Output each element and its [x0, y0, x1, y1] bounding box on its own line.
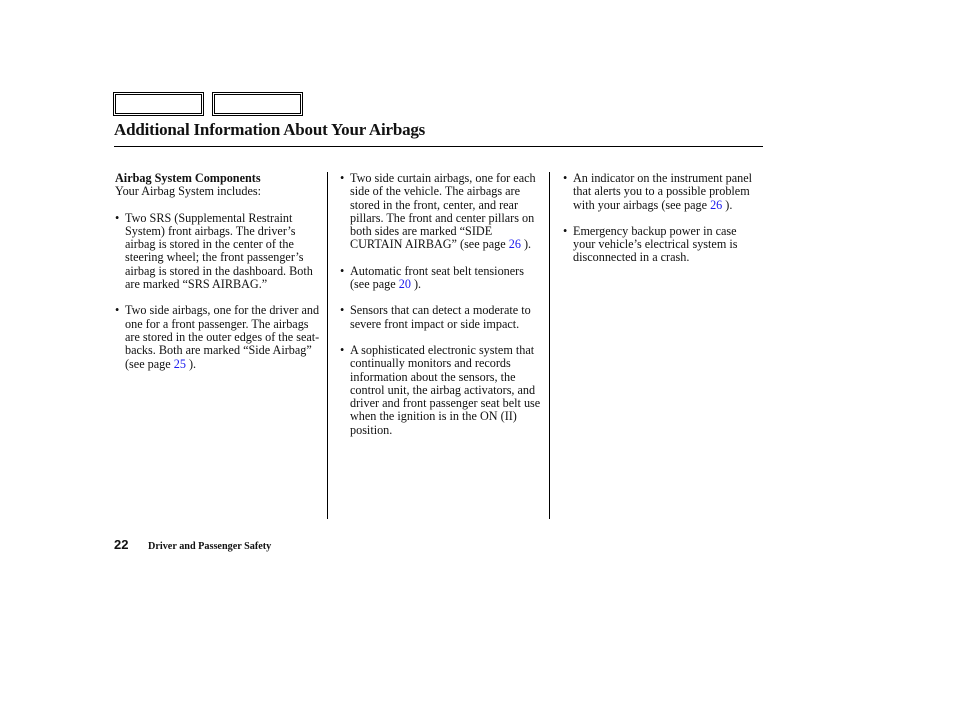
- list-item-text: Emergency backup power in case your vehicle’s electrical system is disconnected in a crash.: [573, 223, 738, 265]
- list-item-side-curtain-airbags: [340, 172, 544, 252]
- page-link-20[interactable]: 20: [398, 277, 411, 292]
- list-item-tail: ).: [410, 277, 422, 292]
- bullet-icon: •: [563, 171, 568, 185]
- intro-text: Your Airbag System includes:: [115, 184, 262, 199]
- page-title: Additional Information About Your Airbags: [114, 120, 426, 139]
- list-item-tail: ).: [520, 237, 532, 252]
- list-item-sensors: [340, 304, 544, 331]
- list-item-backup-power: [563, 225, 759, 265]
- list-item-tail: ).: [722, 197, 733, 212]
- bullet-icon: •: [115, 303, 120, 318]
- nav-next-button[interactable]: [212, 92, 303, 116]
- list-item-text: Sensors that can detect a moderate to severe front impact or side impact.: [350, 303, 531, 331]
- bullet-icon: •: [115, 210, 120, 225]
- page-number: 22: [114, 537, 129, 552]
- list-item-text: Automatic front seat belt tensioners (see page: [350, 263, 524, 292]
- page-link-25[interactable]: 25: [173, 356, 186, 371]
- title-divider: [114, 146, 763, 147]
- list-item-side-airbags: [115, 304, 321, 370]
- list-item-electronic-system: [340, 344, 544, 437]
- column-divider: [549, 172, 550, 519]
- list-item-front-airbags: [115, 212, 321, 292]
- list-item-text: Two side airbags, one for the driver and one for a front passenger. The airbags are stored in the outer edges of the seat-backs. Both are marked “Side Airbag” (see page: [125, 303, 320, 371]
- list-item-text: An indicator on the instrument panel that alerts you to a possible problem with your airbags (see page: [573, 171, 753, 212]
- list-item-text: A sophisticated electronic system that continually monitors and records information about the sensors, the control unit, the airbag activators, and driver and front passenger seat belt use when the ignition is in the ON (II) position.: [350, 342, 541, 437]
- footer-section-name: Driver and Passenger Safety: [148, 541, 272, 552]
- bullet-icon: •: [340, 303, 345, 318]
- column-right: [563, 172, 759, 278]
- page-link-26[interactable]: 26: [710, 197, 723, 212]
- page-link-26[interactable]: 26: [508, 237, 521, 252]
- bullet-icon: •: [340, 171, 345, 185]
- list-item-text: Two side curtain airbags, one for each side of the vehicle. The airbags are stored in the front, center, and rear pillars. The front and center pillars on both sides are marked “SIDE CURTAIN AIRBAG” (see page: [350, 171, 536, 252]
- column-middle: [340, 172, 544, 450]
- list-item-tail: ).: [185, 356, 197, 371]
- list-item-text: Two SRS (Supplemental Restraint System) front airbags. The driver’s airbag is stored in the center of the steering wheel; the front passenger’s airbag is stored in the dashboard. Both are marked “SRS AIRBAG.”: [125, 210, 313, 292]
- nav-back-button[interactable]: [113, 92, 204, 116]
- column-divider: [327, 172, 328, 519]
- bullet-icon: •: [340, 263, 345, 278]
- list-item-seat-belt-tensioners: [340, 265, 544, 292]
- column-left: [115, 172, 321, 384]
- list-item-indicator: [563, 172, 759, 212]
- bullet-icon: •: [340, 342, 345, 357]
- bullet-icon: •: [563, 223, 568, 238]
- section-heading: Airbag System Components: [115, 171, 261, 185]
